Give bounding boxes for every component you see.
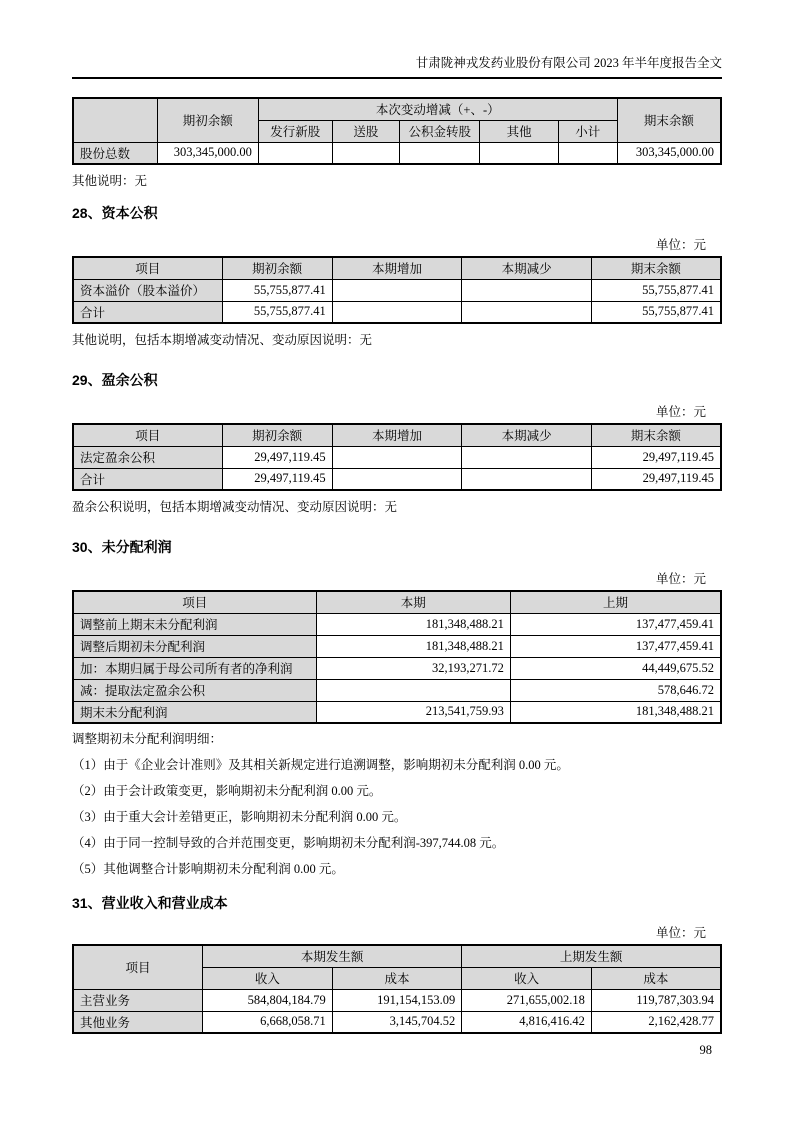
adjustment-detail-title: 调整期初未分配利润明细： <box>72 732 223 746</box>
row-label-cell: 调整后期初未分配利润 <box>73 635 316 657</box>
unit-label: 单位：元 <box>655 238 706 252</box>
table-cell: 584,804,184.79 <box>203 989 333 1011</box>
table-cell: 271,655,002.18 <box>462 989 592 1011</box>
table-cell: 137,477,459.41 <box>510 635 721 657</box>
unit-label: 单位：元 <box>655 572 706 586</box>
table-row <box>73 989 721 1011</box>
row-label-cell: 其他业务 <box>73 1011 203 1033</box>
table-cell <box>462 279 592 301</box>
table-header-cell: 本期增加 <box>332 257 462 279</box>
table-header-cell: 成本 <box>332 967 462 989</box>
table-cell: 578,646.72 <box>510 679 721 701</box>
section-31-heading: 31、营业收入和营业成本 <box>72 895 228 911</box>
unit-label: 单位：元 <box>655 405 706 419</box>
row-label-cell: 加：本期归属于母公司所有者的净利润 <box>73 657 316 679</box>
row-label-cell: 期末未分配利润 <box>73 701 316 723</box>
table-cell: 303,345,000.00 <box>617 142 721 164</box>
table-header-cell: 成本 <box>591 967 721 989</box>
other-note: 盈余公积说明，包括本期增减变动情况、变动原因说明：无 <box>72 500 398 514</box>
unit-label: 单位：元 <box>655 926 706 940</box>
row-label-cell: 资本溢价（股本溢价） <box>73 279 222 301</box>
table-row <box>73 301 721 323</box>
table-header-cell: 送股 <box>332 120 399 142</box>
table-cell: 181,348,488.21 <box>316 635 510 657</box>
table-cell: 44,449,675.52 <box>510 657 721 679</box>
section-28-heading: 28、资本公积 <box>72 205 158 221</box>
table-cell: 2,162,428.77 <box>591 1011 721 1033</box>
adjustment-detail-item: （3）由于重大会计差错更正，影响期初未分配利润 0.00 元。 <box>72 810 407 824</box>
table-cell <box>316 679 510 701</box>
other-note: 其他说明：无 <box>72 174 148 188</box>
row-label-cell: 减：提取法定盈余公积 <box>73 679 316 701</box>
undistributed-profit-table <box>72 590 722 724</box>
table-header-cell: 本期发生额 <box>203 945 462 967</box>
table-header-cell: 发行新股 <box>258 120 332 142</box>
table-cell <box>332 446 462 468</box>
table-cell <box>462 468 592 490</box>
table-row <box>73 635 721 657</box>
row-label-cell: 主营业务 <box>73 989 203 1011</box>
table-cell: 55,755,877.41 <box>222 301 332 323</box>
other-note: 其他说明，包括本期增减变动情况、变动原因说明：无 <box>72 333 373 347</box>
table-header-cell <box>73 98 157 142</box>
table-cell <box>480 142 558 164</box>
table-row <box>73 446 721 468</box>
table-cell <box>462 301 592 323</box>
table-row <box>73 679 721 701</box>
table-cell <box>332 142 399 164</box>
table-cell: 191,154,153.09 <box>332 989 462 1011</box>
table-header-cell: 项目 <box>73 945 203 989</box>
table-row <box>73 142 721 164</box>
section-29-heading: 29、盈余公积 <box>72 372 158 388</box>
row-label-cell: 合计 <box>73 468 222 490</box>
table-header-cell: 本期 <box>316 591 510 613</box>
table-cell: 29,497,119.45 <box>222 446 332 468</box>
table-header-cell: 期末余额 <box>591 257 721 279</box>
row-label-cell: 股份总数 <box>73 142 157 164</box>
table-cell <box>332 279 462 301</box>
document-header-title: 甘肃陇神戎发药业股份有限公司 2023 年半年度报告全文 <box>415 56 722 70</box>
table-cell: 6,668,058.71 <box>203 1011 333 1033</box>
table-row <box>73 279 721 301</box>
table-row <box>73 657 721 679</box>
table-cell <box>332 468 462 490</box>
surplus-reserve-table <box>72 423 722 491</box>
share-capital-table <box>72 97 722 165</box>
table-cell: 4,816,416.42 <box>462 1011 592 1033</box>
revenue-cost-table <box>72 944 722 1034</box>
table-cell: 32,193,271.72 <box>316 657 510 679</box>
table-header-cell: 项目 <box>73 257 222 279</box>
table-cell: 29,497,119.45 <box>222 468 332 490</box>
table-header-cell: 期初余额 <box>222 257 332 279</box>
table-header-cell: 项目 <box>73 591 316 613</box>
table-cell: 181,348,488.21 <box>316 613 510 635</box>
table-row <box>73 1011 721 1033</box>
table-header-cell: 公积金转股 <box>400 120 480 142</box>
table-header-cell: 期末余额 <box>617 98 721 142</box>
adjustment-detail-item: （4）由于同一控制导致的合并范围变更，影响期初未分配利润-397,744.08 元。 <box>72 836 505 850</box>
table-header-cell: 项目 <box>73 424 222 446</box>
table-header-cell: 其他 <box>480 120 558 142</box>
row-label-cell: 合计 <box>73 301 222 323</box>
table-cell: 181,348,488.21 <box>510 701 721 723</box>
table-header-cell: 本期减少 <box>462 257 592 279</box>
capital-reserve-table <box>72 256 722 324</box>
table-cell <box>258 142 332 164</box>
table-row <box>73 613 721 635</box>
table-header-cell: 期末余额 <box>591 424 721 446</box>
table-header-cell: 收入 <box>462 967 592 989</box>
section-30-heading: 30、未分配利润 <box>72 539 172 555</box>
table-cell: 213,541,759.93 <box>316 701 510 723</box>
adjustment-detail-item: （1）由于《企业会计准则》及其相关新规定进行追溯调整，影响期初未分配利润 0.00 元。 <box>72 758 569 772</box>
adjustment-detail-item: （5）其他调整合计影响期初未分配利润 0.00 元。 <box>72 862 344 876</box>
table-cell: 55,755,877.41 <box>591 301 721 323</box>
table-header-cell: 本期增加 <box>332 424 462 446</box>
table-header-cell: 小计 <box>558 120 617 142</box>
table-cell <box>558 142 617 164</box>
page-number: 98 <box>699 1043 712 1057</box>
table-cell: 303,345,000.00 <box>157 142 258 164</box>
table-row <box>73 701 721 723</box>
table-cell: 3,145,704.52 <box>332 1011 462 1033</box>
table-cell: 29,497,119.45 <box>591 446 721 468</box>
table-cell: 137,477,459.41 <box>510 613 721 635</box>
table-cell <box>462 446 592 468</box>
adjustment-detail-item: （2）由于会计政策变更，影响期初未分配利润 0.00 元。 <box>72 784 382 798</box>
table-cell: 55,755,877.41 <box>222 279 332 301</box>
table-cell: 29,497,119.45 <box>591 468 721 490</box>
table-header-cell: 本期减少 <box>462 424 592 446</box>
table-cell: 55,755,877.41 <box>591 279 721 301</box>
row-label-cell: 法定盈余公积 <box>73 446 222 468</box>
table-header-cell: 收入 <box>203 967 333 989</box>
table-header-cell: 期初余额 <box>222 424 332 446</box>
table-header-cell: 上期 <box>510 591 721 613</box>
header-divider <box>72 77 722 79</box>
table-header-cell: 本次变动增减（+、-） <box>258 98 617 120</box>
table-row <box>73 468 721 490</box>
table-header-cell: 期初余额 <box>157 98 258 142</box>
table-cell <box>400 142 480 164</box>
table-header-cell: 上期发生额 <box>462 945 721 967</box>
table-cell <box>332 301 462 323</box>
table-cell: 119,787,303.94 <box>591 989 721 1011</box>
row-label-cell: 调整前上期末未分配利润 <box>73 613 316 635</box>
